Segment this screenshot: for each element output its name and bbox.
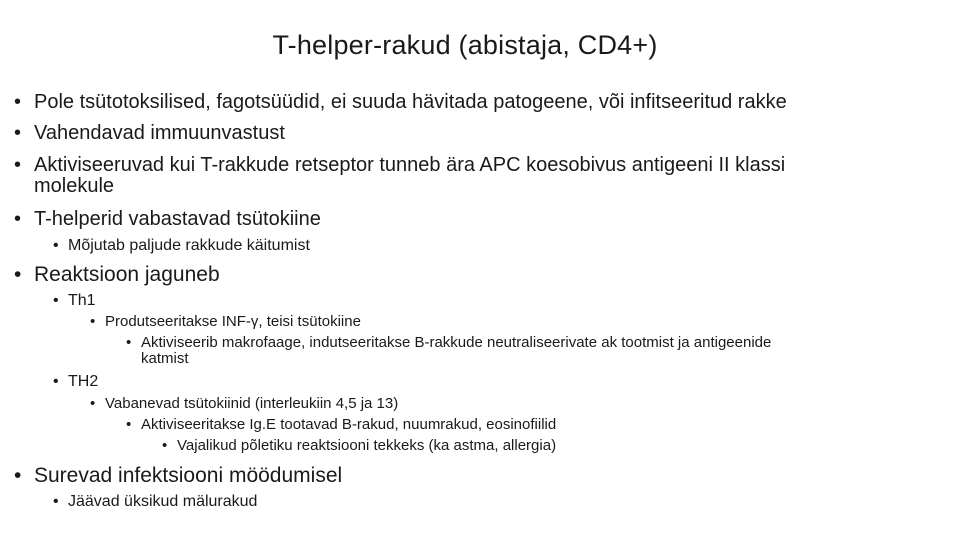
bullet-item-reaction	[14, 263, 220, 286]
bullet-item-mediate	[14, 122, 285, 144]
sub-bullet-affects-cells	[53, 237, 310, 254]
bullet-icon: •	[53, 373, 59, 390]
bullet-item-activate	[14, 154, 786, 176]
bullet-text: katmist	[141, 350, 189, 367]
bullet-text: Aktiviseeritakse Ig.E tootavad B-rakud, nuumrakud, eosinofiilid	[141, 416, 557, 433]
sub-sub-sub-bullet-macrophages-continued	[141, 351, 189, 367]
bullet-text: Pole tsütotoksilised, fagotsüüdid, ei suuda hävitada patogeene, või infitseeritud rakke	[34, 91, 787, 113]
bullet-item-die	[14, 464, 343, 487]
bullet-text: Reaktsioon jaguneb	[34, 263, 220, 286]
bullet-item-cytokines	[14, 208, 321, 230]
bullet-icon: •	[126, 416, 132, 433]
slide-title: T-helper-rakud (abistaja, CD4+)	[272, 30, 658, 60]
bullet-text: Produtseeritakse INF-γ, teisi tsütokiine	[105, 313, 361, 330]
bullet-icon: •	[14, 464, 22, 487]
bullet-text: Mõjutab paljude rakkude käitumist	[68, 237, 310, 254]
bullet-icon: •	[14, 208, 22, 230]
bullet-icon: •	[14, 154, 22, 176]
sub-sub-bullet-interleukin	[90, 395, 399, 412]
sub-sub-sub-bullet-macrophages	[126, 334, 772, 351]
sub-bullet-th2	[53, 373, 99, 390]
bullet-icon: •	[126, 334, 132, 351]
bullet-icon: •	[90, 395, 96, 412]
bullet-icon: •	[14, 263, 22, 286]
bullet-text: Aktiviseerib makrofaage, indutseeritakse B-rakkude neutraliseerivate ak tootmist ja antigeenide	[141, 334, 772, 351]
bullet-text: Vabanevad tsütokiinid (interleukiin 4,5 ja 13)	[105, 395, 399, 412]
bullet-icon: •	[14, 91, 22, 113]
sub-sub-sub-bullet-ige	[126, 416, 557, 433]
bullet-text: Vahendavad immuunvastust	[34, 122, 285, 144]
bullet-text: Vajalikud põletiku reaktsiooni tekkeks (ka astma, allergia)	[177, 437, 557, 454]
bullet-item-activate-continued	[34, 176, 114, 197]
bullet-icon: •	[90, 313, 96, 330]
bullet-text: TH2	[68, 373, 99, 390]
bullet-text: molekule	[34, 175, 115, 197]
sub-bullet-th1	[53, 292, 96, 309]
sub-sub-bullet-inf	[90, 313, 361, 330]
bullet-text: Th1	[68, 292, 96, 309]
bullet-icon: •	[53, 493, 59, 510]
bullet-icon: •	[14, 122, 22, 144]
sub-sub-sub-sub-bullet-inflammation	[162, 437, 557, 454]
bullet-text: Aktiviseeruvad kui T-rakkude retseptor tunneb ära APC koesobivus antigeeni II klassi	[34, 154, 786, 176]
bullet-text: Jäävad üksikud mälurakud	[68, 493, 258, 510]
sub-bullet-memory-cells	[53, 493, 258, 510]
bullet-item-cytotoxic	[14, 91, 787, 113]
bullet-text: Surevad infektsiooni möödumisel	[34, 464, 343, 487]
bullet-text: T-helperid vabastavad tsütokiine	[34, 208, 321, 230]
bullet-icon: •	[53, 292, 59, 309]
bullet-icon: •	[162, 437, 168, 454]
bullet-icon: •	[53, 237, 59, 254]
